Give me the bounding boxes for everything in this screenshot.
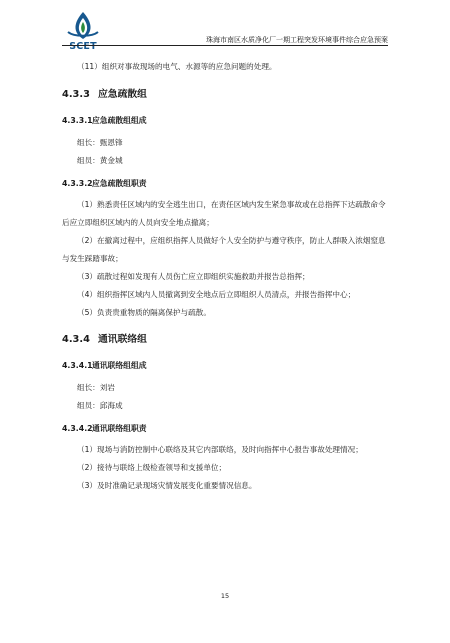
subsection-number: 4.3.4.1: [62, 361, 93, 370]
comm-member: 组员：邱海成: [77, 401, 123, 410]
evac-duties-list: [62, 196, 388, 322]
subsection-number: 4.3.4.2: [62, 424, 93, 433]
comm-leader: 组长：刘岩: [77, 383, 115, 392]
duty-item: （3）疏散过程如发现有人员伤亡应立即组织实施救助并报告总指挥；: [77, 272, 310, 281]
duty-item: （5）负责贵重物质的隔离保护与疏散。: [77, 308, 211, 317]
evac-member: 组员：黄金城: [77, 156, 123, 165]
logo-mark-icon: [62, 10, 104, 42]
section-title: 通讯联络组: [98, 334, 147, 345]
duty-item: （3）及时准确记录现场灾情发展变化重要情况信息。: [77, 481, 257, 490]
comm-duties-list: [62, 441, 388, 495]
header-divider: [62, 45, 388, 46]
subsection-title: 应急疏散组职责: [92, 179, 147, 188]
section-number: 4.3.3: [62, 89, 90, 100]
section-heading-evacuation: [62, 87, 388, 103]
scet-logo: [62, 10, 104, 54]
subsection-number: 4.3.3.2: [62, 179, 93, 188]
duty-item: （1）熟悉责任区域内的安全逃生出口，在责任区域内发生紧急事故或在总指挥下达疏散命令后应立即组织区域内的人员向安全地点撤离；: [62, 200, 386, 227]
header-title: 珠海市南区水质净化厂一期工程突发环境事件综合应急预案: [206, 36, 388, 44]
subsection-title: 应急疏散组组成: [92, 116, 147, 125]
intro-item: （11）组织对事故现场的电气、水源等的应急问题的处理。: [77, 62, 277, 71]
duty-item: （2）接待与联络上级检查领导和支援单位；: [77, 463, 227, 472]
evac-leader: 组长：甄恩锋: [77, 138, 123, 147]
duty-item: （1）现场与消防控制中心联络及其它内部联络，及时向指挥中心报告事故处理情况；: [77, 445, 363, 454]
logo-text: SCET: [69, 41, 97, 52]
duty-item: （2）在撤离过程中，应组织指挥人员做好个人安全防护与遵守秩序，防止人群吸入浓烟窒息与发生踩踏事故；: [62, 236, 386, 263]
subsection-title: 通讯联络组职责: [92, 424, 147, 433]
subsection-heading-evac-members: [62, 114, 388, 128]
section-heading-communication: [62, 332, 388, 348]
subsection-heading-comm-duties: [62, 422, 388, 436]
subsection-title: 通讯联络组组成: [92, 361, 147, 370]
subsection-heading-comm-members: [62, 359, 388, 373]
subsection-number: 4.3.3.1: [62, 116, 93, 125]
section-number: 4.3.4: [62, 334, 90, 345]
document-body: [62, 58, 388, 495]
page-number: 15: [220, 592, 230, 600]
section-title: 应急疏散组: [98, 89, 147, 100]
subsection-heading-evac-duties: [62, 177, 388, 191]
duty-item: （4）组织指挥区域内人员撤离到安全地点后立即组织人员清点，并报告指挥中心；: [77, 290, 356, 299]
